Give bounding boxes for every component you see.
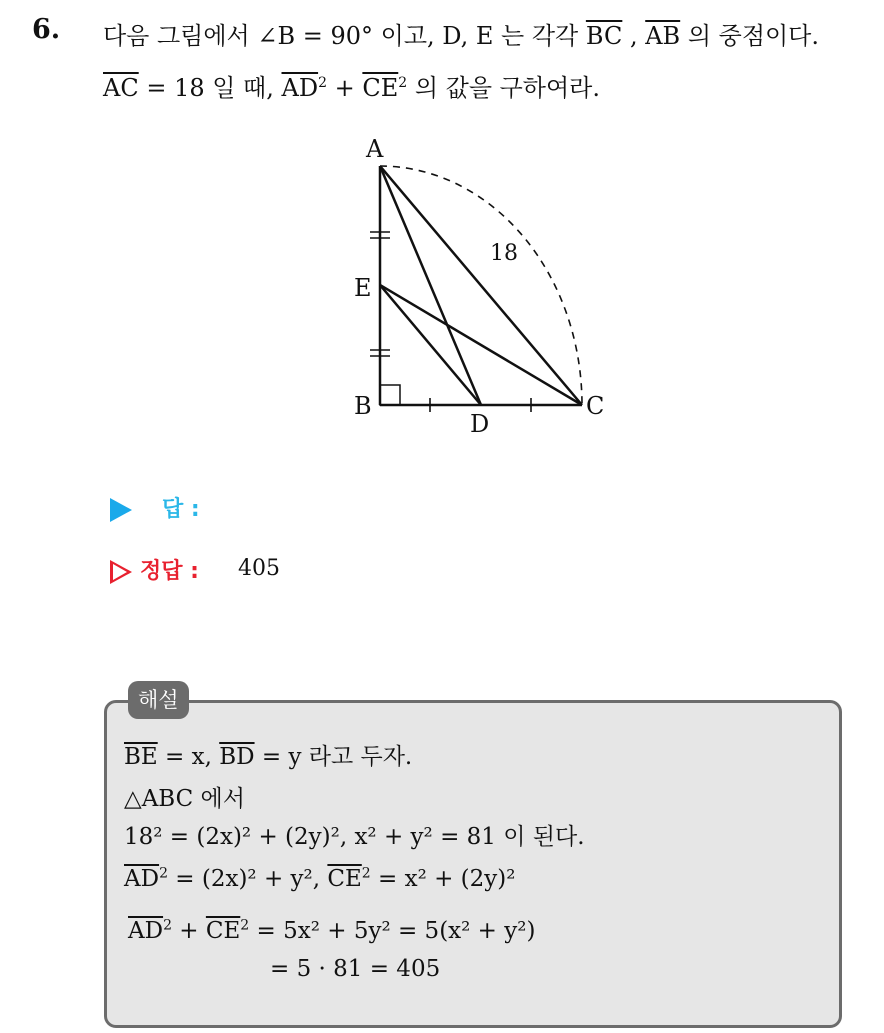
label-e: E xyxy=(354,274,372,302)
label-a: A xyxy=(366,135,384,163)
label-b: B xyxy=(354,392,372,420)
segment-ab: $\overline{AB}$ xyxy=(645,22,681,50)
segment-ad-line xyxy=(380,166,481,405)
explanation-line5: $\overline{AD}^2 + \overline{CE}^2 = 5x^2 + 5y^2 = 5(x^2 + y^2)$ xyxy=(128,917,536,944)
label-d: D xyxy=(470,410,490,438)
segment-bc: $\overline{BC}$ xyxy=(585,22,623,50)
explanation-line6: = 5 · 81 = 405 xyxy=(270,956,441,982)
answer-arrow-icon xyxy=(110,498,132,522)
question-text-line2: $\overline{AC} = 18$ 일 때, $\overline{AD}^2 + \overline{CE}^2$ 의 값을 구하여라. xyxy=(103,74,600,102)
answer-label: 답 : xyxy=(110,492,200,523)
correct-arrow-icon xyxy=(110,560,132,584)
right-angle-mark xyxy=(380,385,400,405)
segment-ec-line xyxy=(380,285,582,405)
explanation-line3: 18² = (2x)² + (2y)², x² + y² = 81 이 된다. xyxy=(124,824,585,850)
explanation-tab: 해설 xyxy=(128,681,189,719)
question-text-line1: 다음 그림에서 ∠B = 90° 이고, D, E 는 각각 $\overline{BC}$ , $\overline{AB}$ 의 중점이다. xyxy=(103,22,819,50)
explanation-line2: △ABC 에서 xyxy=(124,786,245,812)
explanation-line4: $\overline{AD}^2 = (2x)^2 + y^2$, $\overline{CE}^2 = x^2 + (2y)^2$ xyxy=(124,865,516,892)
label-ac-length: 18 xyxy=(490,241,518,266)
segment-ac-line xyxy=(380,166,582,405)
question-number: 6. xyxy=(32,14,61,45)
segment-ce: $\overline{CE}$ xyxy=(362,74,399,102)
correct-answer-label: 정답 : xyxy=(110,554,199,585)
correct-answer-value: 405 xyxy=(238,556,280,581)
segment-ed-line xyxy=(380,285,481,405)
segment-ad: $\overline{AD}$ xyxy=(281,74,319,102)
explanation-line1: $\overline{BE} = x$, $\overline{BD} = y$ 라고 두자. xyxy=(124,744,413,770)
label-c: C xyxy=(586,392,605,420)
segment-ac: $\overline{AC}$ xyxy=(103,74,139,102)
triangle-figure xyxy=(340,130,630,440)
